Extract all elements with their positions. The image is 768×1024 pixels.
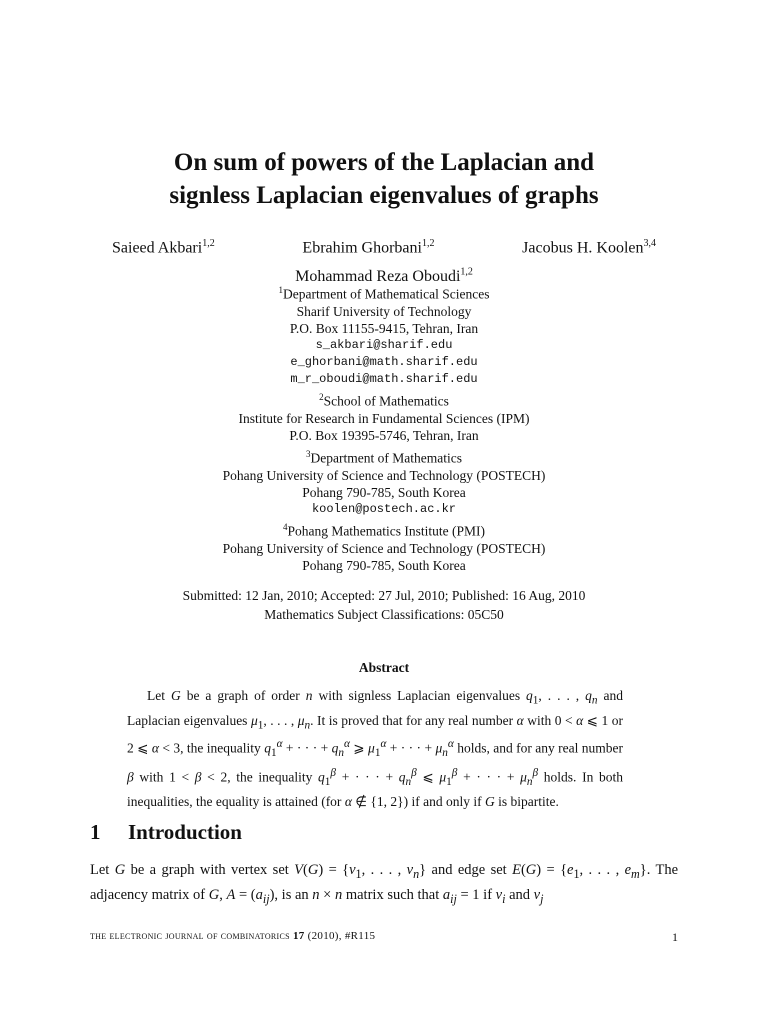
title-line-1: On sum of powers of the Laplacian and xyxy=(173,149,595,176)
author-list xyxy=(60,232,708,289)
intro-text xyxy=(90,860,678,910)
email-link[interactable]: koolen@postech.ac.kr xyxy=(311,501,457,516)
section-heading xyxy=(90,820,242,845)
title-line-2: signless Laplacian eigenvalues of graphs xyxy=(169,182,599,209)
section-number: 1 xyxy=(90,820,101,844)
journal-citation: the electronic journal of combinatorics 17 (2010), #R115 xyxy=(90,930,376,942)
abstract-heading: Abstract xyxy=(358,660,410,675)
affiliation-2: $^2$School of Mathematics Institute for Research in Fundamental Sciences (IPM) P.O. Box 19395-5746, Tehran, Iran xyxy=(238,392,530,443)
email-link[interactable]: m_r_oboudi@math.sharif.edu xyxy=(290,371,478,386)
abstract-text xyxy=(127,686,623,811)
affiliation-1: $^1$Department of Mathematical Sciences Sharif University of Technology P.O. Box 11155-9415, Tehran, Iran s_akbari@sharif.edu e_ghorbani@math.sharif.edu m_r_oboudi@math.sharif.edu xyxy=(60,282,708,388)
paper-title xyxy=(60,146,708,212)
page-footer xyxy=(90,930,678,945)
author: Mohammad Reza Oboudi$^{1,2}$ xyxy=(295,266,473,285)
email-link[interactable]: e_ghorbani@math.sharif.edu xyxy=(290,354,478,369)
author: Saieed Akbari$^{1,2}$ xyxy=(112,238,215,257)
affiliation-3: $^3$Department of Mathematics Pohang University of Science and Technology (POSTECH) Pohang 790-785, South Korea koolen@postech.ac.kr xyxy=(60,446,708,518)
section-title: Introduction xyxy=(128,820,242,844)
author: Jacobus H. Koolen$^{3,4}$ xyxy=(522,238,656,257)
publication-dates: Submitted: 12 Jan, 2010; Accepted: 27 Jul, 2010; Published: 16 Aug, 2010 Mathematics Subject Classifications: 05C50 xyxy=(182,588,586,622)
affiliation-4: $^4$Pohang Mathematics Institute (PMI) Pohang University of Science and Technology (POSTECH) Pohang 790-785, South Korea xyxy=(222,522,546,573)
email-link[interactable]: s_akbari@sharif.edu xyxy=(315,337,453,352)
author: Ebrahim Ghorbani$^{1,2}$ xyxy=(302,238,435,257)
intro-paragraph: Let G be a graph with vertex set $V(G) = \{v_1$, . . . , $v_n$} and edge set $E(G) = \{e_1$, . . . , $e_m$}. The adjacency matrix of G, $A = (a_{ij})$, is an n × n matrix such that $a_{ij} = 1$ if $v_i$ and $v_j$ xyxy=(90,862,679,906)
page-number: 1 xyxy=(672,930,678,944)
abstract-paragraph: Let G be a graph of order n with signless Laplacian eigenvalues $q_1$, . . . , $q_n$ and Laplacian eigenvalues $\mu_1$, . . . , $\mu_n$. It is proved that for any real number α with 0 < α ⩽ 1 or 2 ⩽ α < 3, the inequality $q_1^\alpha$ + · · · + $q_n^\alpha$ ⩾ $\mu_1^\alpha$ + · · · + $\mu_n^\alpha$ holds, and for any real number β with 1 < β < 2, the inequality $q_1^\beta$ + · · · + $q_n^\beta$ ⩽ $\mu_1^\beta$ + · · · + $\mu_n^\beta$ holds. In both inequalities, the equality is attained (for α ∉ {1, 2}) if and only if G is bipartite. xyxy=(127,688,624,809)
author-row-1 xyxy=(60,232,708,260)
